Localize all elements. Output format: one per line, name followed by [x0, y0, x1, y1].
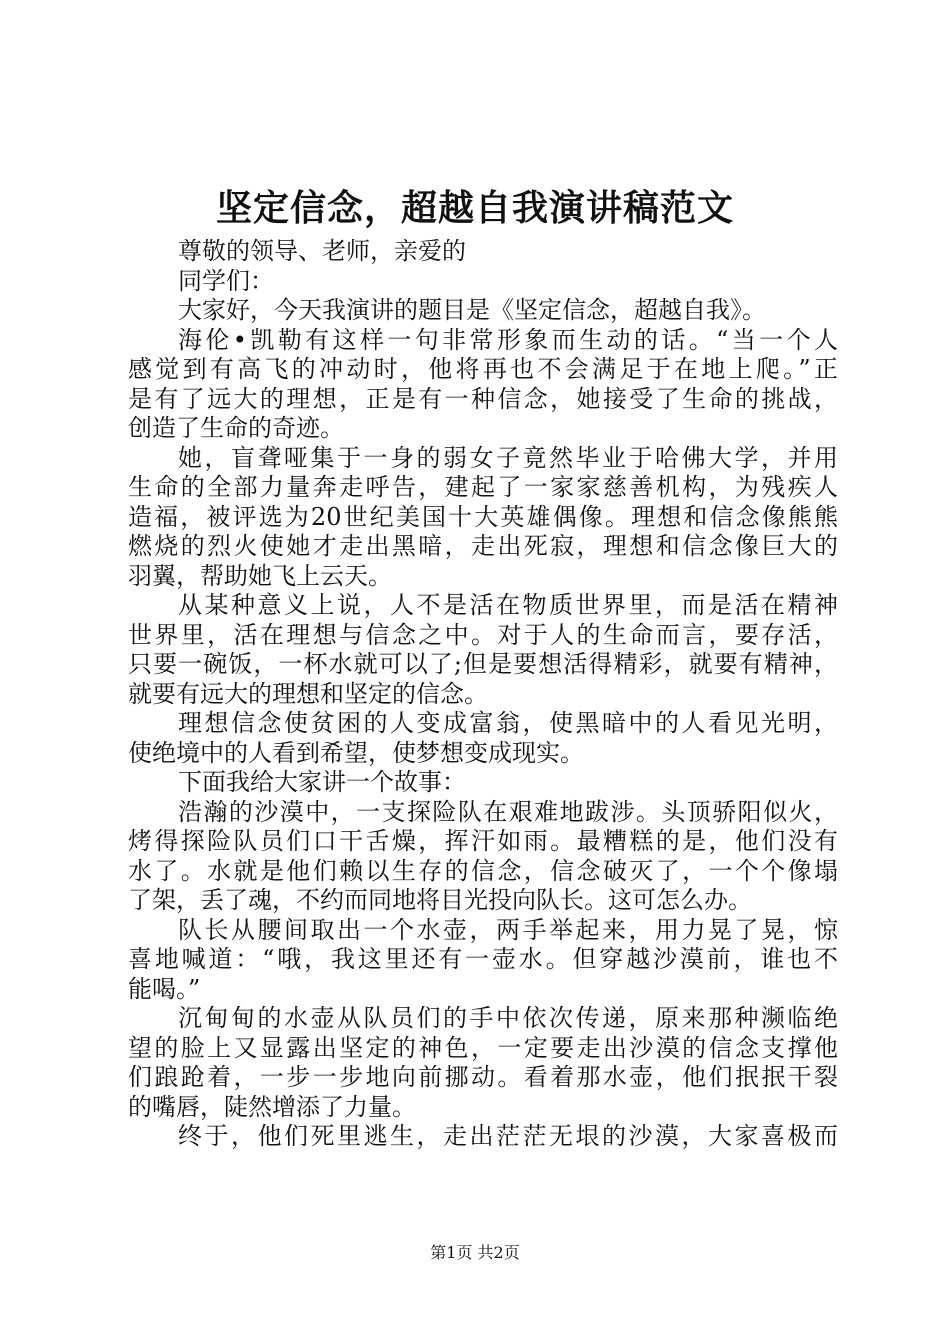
body-line: 烤得探险队员们口干舌燥，挥汗如雨。最糟糕的是，他们没有: [128, 827, 838, 855]
body-line: 尊敬的领导、老师，亲爱的: [178, 237, 466, 265]
body-line: 大家好，今天我演讲的题目是《坚定信念，超越自我》。: [178, 296, 766, 324]
body-line: 海伦•凯勒有这样一句非常形象而生动的话。“当一个人: [178, 325, 838, 354]
body-line: 终于，他们死里逃生，走出茫茫无垠的沙漠，大家喜极而: [178, 1122, 838, 1150]
body-line: 燃烧的烈火使她才走出黑暗，走出死寂，理想和信念像巨大的: [128, 532, 838, 560]
body-line: 下面我给大家讲一个故事：: [178, 768, 466, 796]
document-body: [128, 237, 838, 1152]
body-line: 理想信念使贫困的人变成富翁，使黑暗中的人看见光明，: [178, 709, 838, 737]
body-line: 喜地喊道：“哦，我这里还有一壶水。但穿越沙漠前，谁也不: [128, 945, 838, 973]
body-line: 生命的全部力量奔走呼告，建起了一家家慈善机构，为残疾人: [128, 473, 838, 501]
body-line: 能喝。”: [128, 974, 201, 1003]
body-line: 羽翼，帮助她飞上云天。: [128, 561, 392, 590]
body-line: 沉甸甸的水壶从队员们的手中依次传递，原来那种濒临绝: [178, 1004, 838, 1032]
body-line: 感觉到有高飞的冲动时，他将再也不会满足于在地上爬。”正: [128, 355, 838, 383]
body-line: 只要一碗饭，一杯水就可以了;但是要想活得精彩，就要有精神，: [128, 650, 838, 678]
body-line: 望的脸上又显露出坚定的神色，一定要走出沙漠的信念支撑他: [128, 1033, 838, 1062]
body-line: 就要有远大的理想和坚定的信念。: [128, 679, 488, 708]
body-line: 造福，被评选为20世纪美国十大英雄偶像。理想和信念像熊熊: [128, 502, 838, 531]
body-line: 是有了远大的理想，正是有一种信念，她接受了生命的挑战，: [128, 384, 838, 413]
body-line: 从某种意义上说，人不是活在物质世界里，而是活在精神: [178, 591, 838, 619]
body-line: 水了。水就是他们赖以生存的信念，信念破灭了，一个个像塌: [128, 856, 838, 885]
document-title: 坚定信念，超越自我演讲稿范文: [215, 187, 734, 229]
page-footer: 第1页 共2页: [430, 1243, 520, 1262]
body-line: 使绝境中的人看到希望，使梦想变成现实。: [128, 738, 584, 767]
body-line: 创造了生命的奇迹。: [128, 414, 344, 442]
body-line: 同学们：: [178, 266, 274, 295]
body-line: 她，盲聋哑集于一身的弱女子竟然毕业于哈佛大学，并用: [178, 443, 838, 472]
body-line: 了架，丢了魂，不约而同地将目光投向队长。这可怎么办。: [128, 886, 752, 914]
body-line: 队长从腰间取出一个水壶，两手举起来，用力晃了晃，惊: [178, 915, 838, 944]
body-line: 浩瀚的沙漠中，一支探险队在艰难地跋涉。头顶骄阳似火，: [178, 797, 838, 826]
body-line: 世界里，活在理想与信念之中。对于人的生命而言，要存活，: [128, 620, 838, 649]
body-line: 的嘴唇，陡然增添了力量。: [128, 1092, 416, 1121]
body-line: 们踉跄着，一步一步地向前挪动。看着那水壶，他们抿抿干裂: [128, 1063, 838, 1091]
